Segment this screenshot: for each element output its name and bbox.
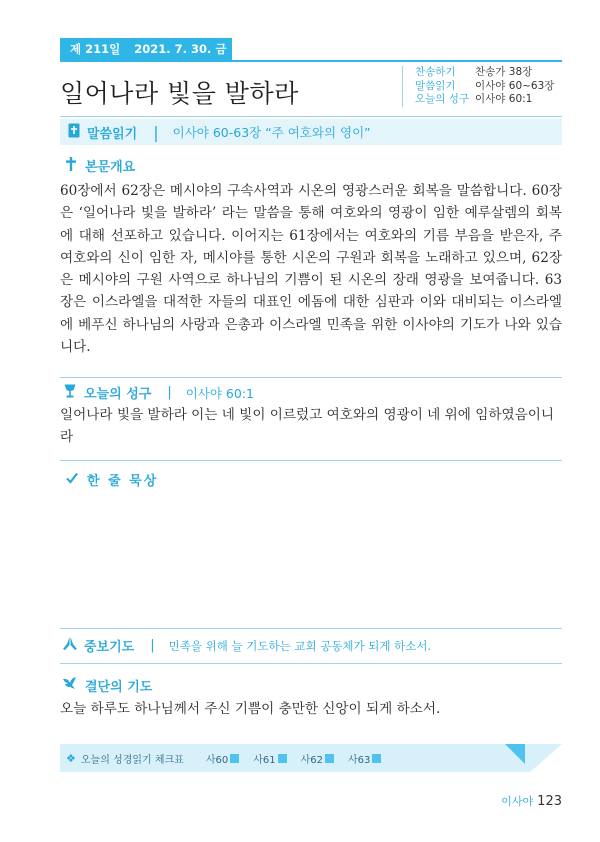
info-value: 이사야 60~63장	[475, 79, 555, 92]
summary-body: 60장에서 62장은 메시야의 구속사역과 시온의 영광스러운 회복을 말씀합니다. 60장은 ‘일어나라 빛을 발하라’ 라는 말씀을 통해 여호와의 영광이 임한 예루살렘의 회복에 대해 선포하고 있습니다. 이어지는 61장에서는 여호와의 기름 부음을 받은자, 주 여호와의 신이 임한 자, 메시야를 통한 시온의 구원과 회복을 노래하고 있으며, 62장은 메시야의 구원 사역으로 하나님의 기쁨이 된 시온의 장래 영광을 보여줍니다. 63장은 이스라엘을 대적한 자들의 대표인 에돔에 대한 심판과 이와 대비되는 이스라엘에 베푸신 하나님의 사랑과 은총과 이스라엘 민족을 위한 이사야의 기도가 나와 있습니다.	[60, 183, 562, 356]
verse-label: 오늘의 성구	[84, 387, 152, 402]
checklist-band-tail	[530, 744, 562, 772]
info-key: 오늘의 성구	[415, 93, 470, 105]
reading-label: 말씀읽기	[87, 126, 138, 142]
diamond-icon: ❖	[66, 751, 76, 765]
info-key: 찬송하기	[415, 66, 456, 78]
divider	[60, 628, 562, 629]
info-row-hymn	[415, 66, 562, 80]
reading-text: 이사야 60-63장 “주 여호와의 영이”	[172, 125, 371, 140]
verse-ref: 이사야 60:1	[185, 385, 254, 401]
checklist-item[interactable]	[301, 751, 334, 766]
separator: |	[153, 122, 159, 142]
page-title: 일어나라 빛을 발하라	[60, 79, 299, 108]
checklist-item[interactable]	[348, 751, 381, 766]
checklist-item-label: 사62	[300, 754, 324, 766]
chalice-icon	[64, 384, 76, 402]
info-key: 말씀읽기	[415, 79, 456, 92]
bible-icon	[68, 123, 80, 142]
checklist-item[interactable]	[253, 751, 286, 766]
page-footer	[460, 793, 562, 809]
checklist-item-label: 사63	[348, 754, 371, 766]
info-row-reading	[415, 80, 562, 94]
info-value: 찬송가 38장	[475, 66, 533, 78]
decision-header	[60, 676, 152, 695]
footer-book: 이사야	[501, 795, 534, 808]
decision-body: 오늘 하루도 하나님께서 주신 기쁨이 충만한 신앙이 되게 하소서.	[60, 701, 441, 717]
praying-hands-icon	[62, 636, 78, 655]
intercession-label: 중보기도	[84, 640, 135, 655]
day-label: 제 211일	[70, 42, 121, 56]
checkbox[interactable]	[372, 754, 381, 763]
reading-checklist	[60, 744, 530, 772]
info-value: 이사야 60:1	[475, 93, 533, 105]
separator: |	[167, 385, 172, 400]
decision-label: 결단의 기도	[85, 680, 153, 695]
intercession-text: 민족을 위해 늘 기도하는 교회 공동체가 되게 하소서.	[168, 638, 432, 653]
date-tab	[60, 38, 232, 60]
checkbox[interactable]	[230, 754, 239, 763]
intercession-header	[60, 636, 431, 655]
separator: |	[150, 638, 155, 653]
page-corner-fold	[505, 744, 525, 764]
meditation-header	[60, 470, 158, 489]
checklist-item[interactable]	[206, 751, 239, 766]
check-icon	[66, 472, 78, 488]
checkbox[interactable]	[325, 754, 334, 763]
cross-icon	[66, 157, 76, 175]
dove-icon	[62, 676, 78, 695]
verse-body: 일어나라 빛을 발하라 이는 네 빛이 이르렀고 여호와의 영광이 네 위에 임하였음이니라	[60, 407, 555, 445]
title-rule	[60, 116, 562, 117]
reading-band	[60, 119, 562, 145]
divider	[60, 663, 562, 664]
checklist-label: 오늘의 성경읽기 체크표	[80, 754, 184, 766]
info-row-verse	[415, 93, 562, 107]
verse-header	[60, 383, 254, 402]
checklist-item-label: 사61	[253, 754, 276, 766]
summary-header	[60, 156, 135, 175]
divider	[60, 460, 562, 461]
checklist-item-label: 사60	[205, 754, 229, 766]
checkbox[interactable]	[278, 754, 287, 763]
date-label: 2021. 7. 30. 금	[134, 42, 227, 56]
meditation-label: 한 줄 묵상	[87, 474, 159, 489]
meditation-writing-area[interactable]	[60, 492, 562, 622]
divider	[60, 377, 562, 378]
info-box	[402, 66, 562, 107]
top-rule	[60, 60, 562, 62]
page-number: 123	[537, 794, 562, 809]
summary-label: 본문개요	[85, 160, 136, 175]
